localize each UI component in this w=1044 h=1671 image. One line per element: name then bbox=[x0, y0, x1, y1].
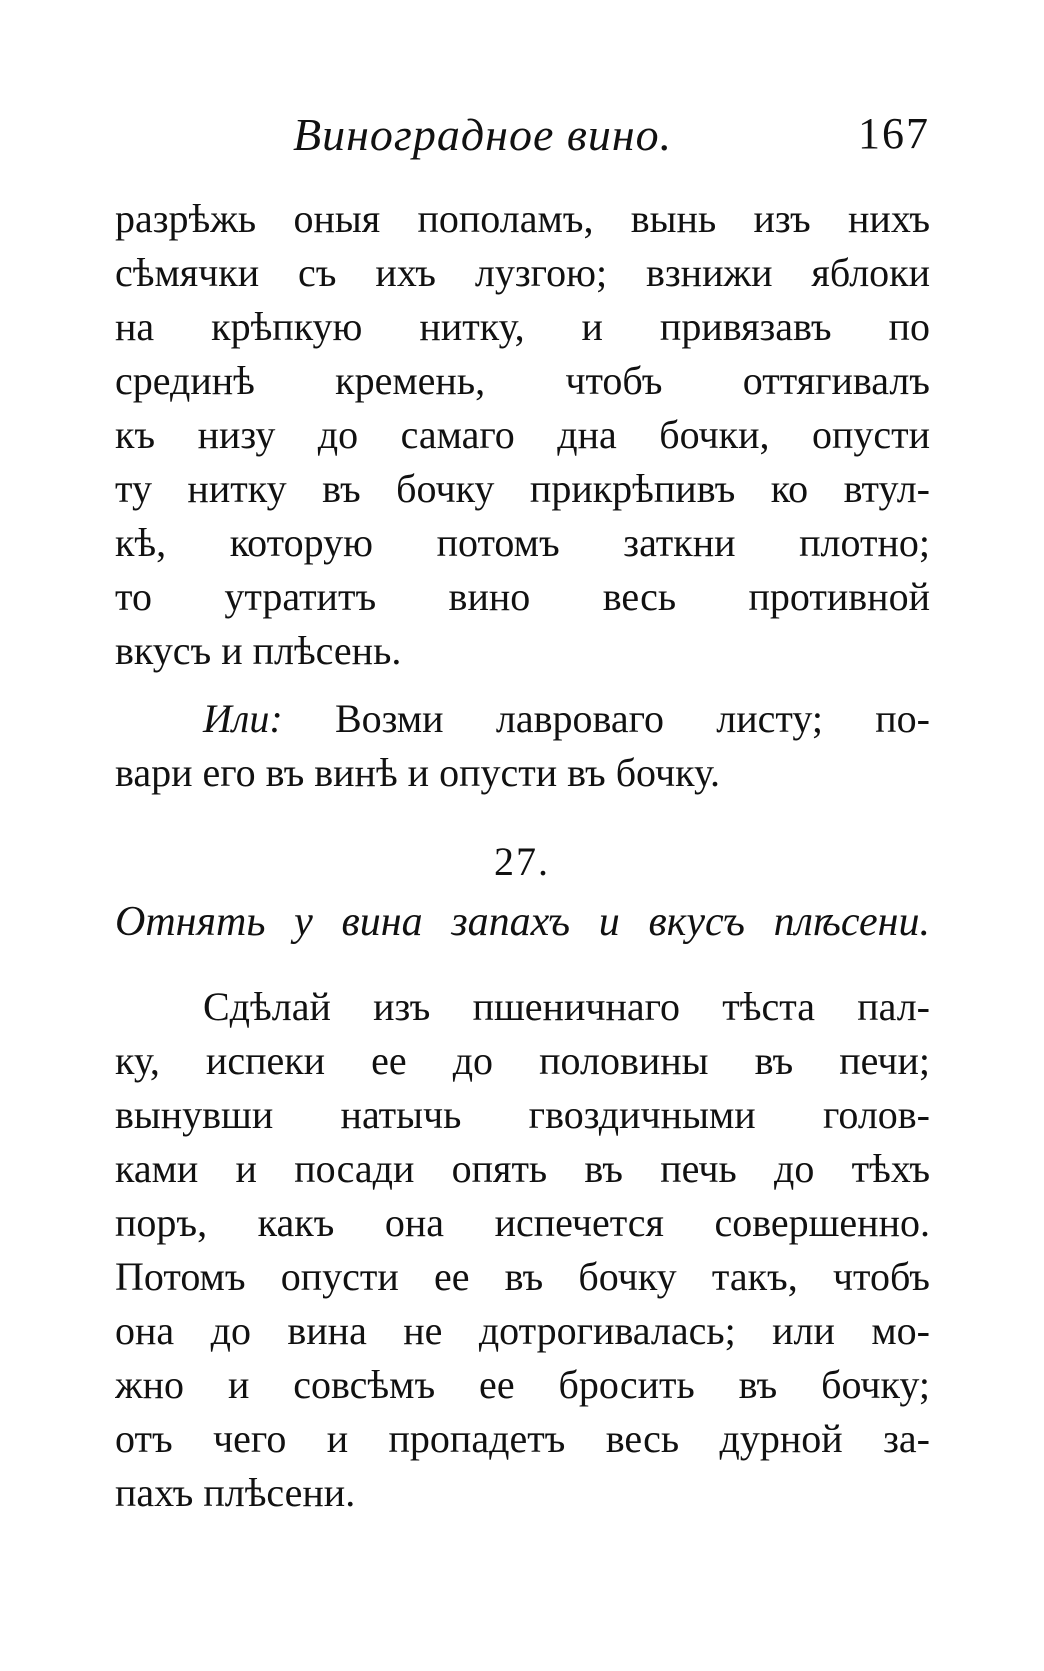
running-title: Виноградное вино. bbox=[293, 109, 673, 160]
text-line: сѣмячки съ ихъ лузгою; взнижи яблоки bbox=[115, 250, 930, 295]
text-line: на крѣпкую нитку, и привязавъ по bbox=[115, 304, 930, 349]
text-line: ками и посади опять въ печь до тѣхъ bbox=[115, 1146, 930, 1191]
text-line: вари его въ винѣ и опусти въ бочку. bbox=[115, 750, 720, 795]
paragraph-continuation bbox=[115, 192, 930, 678]
text-line: поръ, какъ она испечется совершенно. bbox=[115, 1200, 930, 1245]
text-line: кѣ, которую потомъ заткни плотно; bbox=[115, 520, 930, 565]
section-number: 27. bbox=[494, 839, 550, 884]
alternative-lead: Или: bbox=[203, 696, 283, 741]
text-line: Потомъ опусти ее въ бочку такъ, чтобъ bbox=[115, 1254, 930, 1299]
text-line: къ низу до самаго дна бочки, опусти bbox=[115, 412, 930, 457]
text-line: жно и совсѣмъ ее бросить въ бочку; bbox=[115, 1362, 930, 1407]
text-line: она до вина не дотрогивалась; или мо- bbox=[115, 1308, 930, 1353]
text-line bbox=[115, 692, 930, 746]
text-line: Сдѣлай изъ пшеничнаго тѣста пал- bbox=[203, 984, 930, 1029]
paragraph-alternative bbox=[115, 692, 930, 800]
page-number: 167 bbox=[858, 109, 930, 158]
running-head bbox=[115, 108, 930, 168]
text-line: то утратитъ вино весь противной bbox=[115, 574, 930, 619]
text-line: вкусъ и плѣсень. bbox=[115, 628, 402, 673]
text-line: вынувши натычь гвоздичными голов- bbox=[115, 1092, 930, 1137]
section-title: Отнять у вина запахъ и вкусъ плѣсени. bbox=[115, 899, 930, 945]
text-fragment: Возми лавроваго листу; по- bbox=[282, 696, 930, 741]
text-line: срединѣ кремень, чтобъ оттягивалъ bbox=[115, 358, 930, 403]
text-line: ту нитку въ бочку прикрѣпивъ ко втул- bbox=[115, 466, 930, 511]
text-line: разрѣжь оныя пополамъ, вынь изъ нихъ bbox=[115, 196, 930, 241]
text-line: отъ чего и пропадетъ весь дурной за- bbox=[115, 1416, 930, 1461]
text-line: пахъ плѣсени. bbox=[115, 1470, 356, 1515]
paragraph-recipe bbox=[115, 980, 930, 1520]
text-line: ку, испеки ее до половины въ печи; bbox=[115, 1038, 930, 1083]
